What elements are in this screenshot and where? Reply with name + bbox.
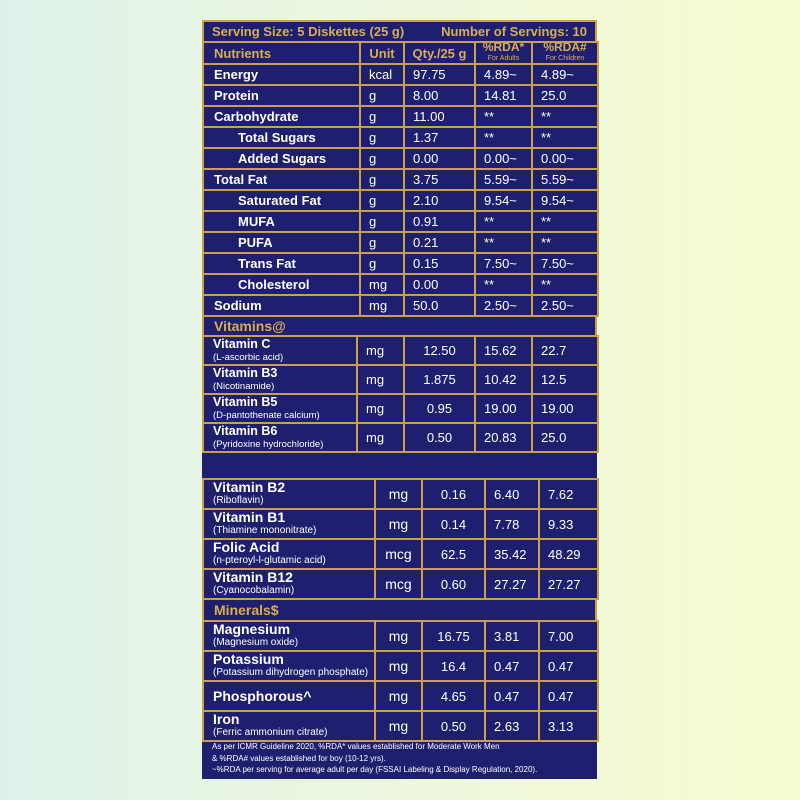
nutrient-rda-child <box>531 126 599 149</box>
nutrient-name-text: Added Sugars <box>238 151 327 166</box>
nutrient-qty-text: 0.15 <box>413 256 439 271</box>
vitamins_b-name-text: Vitamin B1 <box>213 509 286 525</box>
vitamins_b-rda-adult-text: 7.78 <box>494 516 520 532</box>
nutrient-name <box>202 126 361 149</box>
vitamins_b-name-text: Vitamin B12 <box>213 569 293 585</box>
minerals-unit-text: mg <box>388 718 409 734</box>
minerals-rda-child-text: 0.47 <box>548 658 574 674</box>
nutrition-table-top <box>202 20 597 460</box>
minerals-name-text: Iron <box>213 711 240 727</box>
nutrient-rda-adult <box>474 189 533 212</box>
header-rda-child <box>531 41 599 65</box>
nutrient-rda-adult-text: 5.59~ <box>484 172 517 187</box>
vitamins_b-unit-text: mg <box>388 486 409 502</box>
vitamins_b-source-text: (Thiamine mononitrate) <box>213 525 317 536</box>
nutrient-rda-adult-text: ** <box>484 109 495 124</box>
minerals-name-text: Phosphorous^ <box>213 687 312 704</box>
vitamins_b-qty <box>421 508 486 540</box>
nutrient-unit-text: g <box>369 109 377 124</box>
vitamin-unit <box>356 393 405 424</box>
nutrient-name-text: Energy <box>214 67 259 82</box>
nutrient-rda-child <box>531 105 599 128</box>
vitamins_b-rda-adult-text: 6.40 <box>494 486 520 502</box>
minerals-rda-child <box>538 620 599 652</box>
vitamins_b-qty-text: 0.60 <box>440 576 467 592</box>
nutrient-name <box>202 105 361 128</box>
nutrient-qty <box>403 210 476 233</box>
nutrient-name-text: Cholesterol <box>238 277 310 292</box>
nutrient-qty <box>403 189 476 212</box>
vitamin-qty-text: 12.50 <box>423 343 456 358</box>
nutrient-unit <box>359 63 405 86</box>
nutrient-name <box>202 273 361 296</box>
nutrient-name-text: Total Sugars <box>238 130 316 145</box>
minerals-qty <box>421 710 486 742</box>
nutrient-qty <box>403 84 476 107</box>
vitamins_b-unit <box>374 568 423 600</box>
footnote-line: As per ICMR Guideline 2020, %RDA* values established for Moderate Work Men <box>212 742 500 751</box>
nutrient-unit <box>359 168 405 191</box>
minerals-rda-adult-text: 2.63 <box>494 718 520 734</box>
nutrient-qty-text: 1.37 <box>413 130 439 145</box>
vitamin-unit <box>356 364 405 395</box>
nutrient-rda-adult-text: 7.50~ <box>484 256 517 271</box>
vitamin-rda-child-text: 25.0 <box>541 430 567 445</box>
minerals-qty-text: 0.50 <box>440 718 467 734</box>
minerals-unit-text: mg <box>388 688 409 704</box>
nutrient-qty <box>403 252 476 275</box>
nutrient-qty <box>403 273 476 296</box>
header-rda-adult-label: %RDA* <box>482 41 525 54</box>
minerals-source-text: (Magnesium oxide) <box>213 637 299 648</box>
nutrient-name-text: PUFA <box>238 235 273 250</box>
vitamin-qty-text: 0.95 <box>426 401 453 416</box>
vitamin-rda-adult <box>474 393 533 424</box>
nutrient-unit-text: g <box>369 151 377 166</box>
nutrient-rda-child-text: ** <box>541 277 552 292</box>
nutrient-name <box>202 231 361 254</box>
header-unit-label: Unit <box>369 45 395 61</box>
nutrient-rda-child-text: ** <box>541 235 552 250</box>
vitamin-rda-adult <box>474 422 533 453</box>
vitamins_b-qty <box>421 538 486 570</box>
nutrient-qty-text: 97.75 <box>413 67 446 82</box>
nutrient-name <box>202 168 361 191</box>
nutrient-name-text: Sodium <box>214 298 262 313</box>
nutrient-rda-adult-text: 14.81 <box>484 88 517 103</box>
vitamin-rda-adult-text: 15.62 <box>484 343 517 358</box>
vitamins_b-unit-text: mg <box>388 516 409 532</box>
nutrient-unit-text: g <box>369 130 377 145</box>
nutrient-name <box>202 210 361 233</box>
nutrient-unit <box>359 126 405 149</box>
vitamins_b-rda-child <box>538 478 599 510</box>
vitamin-rda-adult-text: 10.42 <box>484 372 517 387</box>
minerals-rda-adult <box>484 680 540 712</box>
vitamins_b-rda-child-text: 9.33 <box>548 516 574 532</box>
nutrient-rda-child <box>531 168 599 191</box>
nutrient-qty <box>403 147 476 170</box>
footnotes <box>212 741 592 776</box>
vitamin-qty-text: 0.50 <box>426 430 453 445</box>
nutrient-unit <box>359 294 405 317</box>
minerals-rda-adult-text: 0.47 <box>494 688 520 704</box>
nutrient-rda-child-text: 25.0 <box>541 88 567 103</box>
nutrient-unit-text: mg <box>369 277 388 292</box>
minerals-name <box>202 680 376 712</box>
minerals-name <box>202 650 376 682</box>
minerals-qty-text: 16.4 <box>440 658 467 674</box>
vitamins_b-unit-text: mcg <box>385 546 412 562</box>
vitamin-unit-text: mg <box>366 401 385 416</box>
minerals-unit <box>374 650 423 682</box>
nutrient-rda-adult-text: ** <box>484 277 495 292</box>
nutrient-unit-text: kcal <box>369 67 393 82</box>
nutrient-rda-adult <box>474 168 533 191</box>
nutrient-rda-adult <box>474 252 533 275</box>
nutrient-qty-text: 0.91 <box>413 214 439 229</box>
vitamin-rda-adult-text: 19.00 <box>484 401 517 416</box>
nutrient-name-text: Total Fat <box>214 172 268 187</box>
vitamins_b-source-text: (n-pteroyl-l-glutamic acid) <box>213 555 326 566</box>
nutrient-qty <box>403 231 476 254</box>
nutrient-rda-child-text: 7.50~ <box>541 256 574 271</box>
vitamin-unit-text: mg <box>366 430 385 445</box>
nutrient-rda-child <box>531 84 599 107</box>
vitamin-source-text: (Nicotinamide) <box>213 380 275 392</box>
header-rda-child-label: %RDA# <box>543 41 587 54</box>
nutrient-rda-adult-text: ** <box>484 130 495 145</box>
vitamins_b-name <box>202 568 376 600</box>
nutrient-unit-text: g <box>369 193 377 208</box>
nutrient-name <box>202 252 361 275</box>
footnote-line: & %RDA# values established for boy (10-12 yrs). <box>212 753 386 763</box>
vitamin-rda-adult-text: 20.83 <box>484 430 517 445</box>
vitamin-unit-text: mg <box>366 343 385 358</box>
nutrient-name <box>202 189 361 212</box>
nutrient-qty-text: 3.75 <box>413 172 439 187</box>
nutrient-qty-text: 8.00 <box>413 88 439 103</box>
nutrient-name <box>202 84 361 107</box>
nutrient-unit <box>359 231 405 254</box>
nutrient-unit <box>359 105 405 128</box>
nutrient-rda-adult <box>474 210 533 233</box>
vitamins_b-source-text: (Cyanocobalamin) <box>213 585 295 596</box>
header-rda-adult-sub: For Adults <box>487 55 520 62</box>
nutrient-rda-adult-text: ** <box>484 235 495 250</box>
minerals-rda-adult-text: 3.81 <box>494 628 520 644</box>
nutrient-rda-adult <box>474 231 533 254</box>
vitamin-unit-text: mg <box>366 372 385 387</box>
serving-size: Serving Size: 5 Diskettes (25 g) <box>212 24 405 39</box>
vitamins_b-qty <box>421 568 486 600</box>
minerals-title-text: Minerals$ <box>214 602 279 618</box>
nutrient-name-text: MUFA <box>238 214 275 229</box>
minerals-unit <box>374 620 423 652</box>
nutrient-rda-child-text: 0.00~ <box>541 151 574 166</box>
minerals-rda-child-text: 7.00 <box>548 628 574 644</box>
minerals-name <box>202 620 376 652</box>
vitamins_b-rda-adult <box>484 568 540 600</box>
vitamins_b-qty <box>421 478 486 510</box>
vitamins_b-rda-adult <box>484 478 540 510</box>
nutrient-rda-child-text: 2.50~ <box>541 298 574 313</box>
vitamin-name-text: Vitamin C <box>213 336 271 351</box>
minerals-rda-child <box>538 680 599 712</box>
nutrient-rda-adult <box>474 63 533 86</box>
vitamin-qty <box>403 393 476 424</box>
nutrient-name-text: Trans Fat <box>238 256 296 271</box>
minerals-unit <box>374 680 423 712</box>
vitamin-source-text: (D-pantothenate calcium) <box>213 409 320 421</box>
nutrient-rda-child <box>531 252 599 275</box>
minerals-name-text: Potassium <box>213 651 284 667</box>
nutrient-unit-text: g <box>369 214 377 229</box>
minerals-rda-child-text: 3.13 <box>548 718 574 734</box>
vitamins_b-rda-child <box>538 538 599 570</box>
vitamin-rda-child <box>531 422 599 453</box>
vitamin-name <box>202 364 358 395</box>
minerals-qty <box>421 650 486 682</box>
vitamins-title-text: Vitamins@ <box>214 318 286 334</box>
nutrient-rda-child-text: 5.59~ <box>541 172 574 187</box>
vitamins_b-name-text: Vitamin B2 <box>213 479 286 495</box>
minerals-qty <box>421 680 486 712</box>
vitamins_b-rda-child <box>538 508 599 540</box>
vitamin-unit <box>356 422 405 453</box>
minerals-name <box>202 710 376 742</box>
vitamin-name-text: Vitamin B5 <box>213 394 278 409</box>
nutrient-rda-adult-text: 0.00~ <box>484 151 517 166</box>
minerals-rda-adult <box>484 710 540 742</box>
header-unit <box>359 41 405 65</box>
vitamins_b-unit <box>374 478 423 510</box>
nutrient-qty-text: 50.0 <box>413 298 439 313</box>
vitamins_b-name <box>202 478 376 510</box>
vitamin-rda-adult <box>474 364 533 395</box>
nutrient-rda-child-text: 9.54~ <box>541 193 574 208</box>
nutrient-rda-adult <box>474 294 533 317</box>
vitamins_b-unit <box>374 538 423 570</box>
header-rda-adult <box>474 41 533 65</box>
nutrient-rda-adult <box>474 84 533 107</box>
nutrient-unit-text: mg <box>369 298 388 313</box>
nutrient-unit-text: g <box>369 172 377 187</box>
vitamin-rda-child <box>531 364 599 395</box>
minerals-rda-child <box>538 710 599 742</box>
vitamins_b-rda-adult-text: 35.42 <box>494 546 527 562</box>
nutrient-rda-adult-text: 2.50~ <box>484 298 517 313</box>
vitamin-rda-child-text: 19.00 <box>541 401 574 416</box>
nutrient-unit <box>359 273 405 296</box>
vitamin-rda-child-text: 22.7 <box>541 343 567 358</box>
minerals-rda-child-text: 0.47 <box>548 688 574 704</box>
vitamins_b-name <box>202 538 376 570</box>
vitamin-name <box>202 422 358 453</box>
nutrient-qty-text: 0.00 <box>413 151 439 166</box>
nutrient-rda-adult-text: ** <box>484 214 495 229</box>
nutrient-unit-text: g <box>369 88 377 103</box>
minerals-unit-text: mg <box>388 628 409 644</box>
vitamins_b-name-text: Folic Acid <box>213 539 280 555</box>
serving-row <box>202 20 597 43</box>
vitamin-qty <box>403 364 476 395</box>
vitamins_b-rda-adult <box>484 508 540 540</box>
vitamins_b-rda-adult <box>484 538 540 570</box>
vitamin-rda-child-text: 12.5 <box>541 372 567 387</box>
vitamins_b-rda-adult-text: 27.27 <box>494 576 527 592</box>
vitamins-title <box>202 315 597 337</box>
nutrient-unit <box>359 210 405 233</box>
nutrient-rda-child <box>531 294 599 317</box>
vitamins_b-rda-child-text: 27.27 <box>548 576 581 592</box>
nutrient-qty-text: 11.00 <box>413 109 445 124</box>
minerals-qty-text: 16.75 <box>437 628 470 644</box>
header-qty <box>403 41 476 65</box>
vitamins_b-rda-child-text: 48.29 <box>548 546 581 562</box>
nutrient-unit <box>359 189 405 212</box>
header-qty-label: Qty./25 g <box>412 45 467 61</box>
minerals-source-text: (Ferric ammonium citrate) <box>213 727 328 738</box>
nutrient-rda-child <box>531 231 599 254</box>
nutrient-unit <box>359 147 405 170</box>
nutrient-name-text: Saturated Fat <box>238 193 322 208</box>
vitamin-rda-child <box>531 335 599 366</box>
vitamins_b-rda-child-text: 7.62 <box>548 486 574 502</box>
nutrient-rda-adult <box>474 126 533 149</box>
nutrition-table-bottom <box>202 478 597 779</box>
nutrient-rda-adult <box>474 273 533 296</box>
footnote-line: ~%RDA per serving for average adult per day (FSSAI Labeling & Display Regulation, 2020). <box>212 765 538 774</box>
nutrient-rda-adult-text: 9.54~ <box>484 193 517 208</box>
vitamins_b-name <box>202 508 376 540</box>
nutrient-qty <box>403 63 476 86</box>
nutrient-unit <box>359 252 405 275</box>
nutrient-rda-child <box>531 210 599 233</box>
header-nutrients <box>202 41 361 65</box>
nutrient-rda-child-text: ** <box>541 130 552 145</box>
nutrient-unit-text: g <box>369 235 377 250</box>
header-rda-child-sub: For Children <box>545 55 585 62</box>
minerals-qty-text: 4.65 <box>440 688 467 704</box>
nutrient-rda-child-text: ** <box>541 109 552 124</box>
nutrient-name <box>202 147 361 170</box>
nutrient-qty <box>403 168 476 191</box>
vitamin-name <box>202 335 358 366</box>
vitamin-source-text: (Pyridoxine hydrochloride) <box>213 438 324 450</box>
vitamin-qty <box>403 335 476 366</box>
minerals-unit-text: mg <box>388 658 409 674</box>
nutrient-qty <box>403 294 476 317</box>
nutrient-rda-adult <box>474 147 533 170</box>
nutrient-rda-child <box>531 189 599 212</box>
minerals-title <box>202 598 597 622</box>
nutrient-unit <box>359 84 405 107</box>
header-nutrients-label: Nutrients <box>214 45 272 61</box>
minerals-rda-adult-text: 0.47 <box>494 658 520 674</box>
vitamin-name-text: Vitamin B3 <box>213 365 278 380</box>
minerals-rda-adult <box>484 620 540 652</box>
minerals-source-text: (Potassium dihydrogen phosphate) <box>213 667 369 678</box>
nutrient-name-text: Protein <box>214 88 259 103</box>
minerals-rda-adult <box>484 650 540 682</box>
vitamins_b-source-text: (Riboflavin) <box>213 495 264 506</box>
minerals-unit <box>374 710 423 742</box>
vitamin-name-text: Vitamin B6 <box>213 423 278 438</box>
vitamins_b-unit-text: mcg <box>385 576 412 592</box>
nutrient-rda-child <box>531 147 599 170</box>
nutrient-qty <box>403 105 476 128</box>
nutrient-rda-adult <box>474 105 533 128</box>
nutrient-rda-child-text: 4.89~ <box>541 67 574 82</box>
minerals-rda-child <box>538 650 599 682</box>
nutrient-rda-adult-text: 4.89~ <box>484 67 517 82</box>
nutrient-qty <box>403 126 476 149</box>
minerals-qty <box>421 620 486 652</box>
nutrient-unit-text: g <box>369 256 377 271</box>
vitamins_b-qty-text: 0.16 <box>440 486 467 502</box>
nutrient-rda-child-text: ** <box>541 214 552 229</box>
nutrient-rda-child <box>531 63 599 86</box>
vitamin-source-text: (L-ascorbic acid) <box>213 351 284 363</box>
nutrient-qty-text: 2.10 <box>413 193 439 208</box>
nutrition-facts-panel <box>202 20 597 779</box>
nutrient-name-text: Carbohydrate <box>214 109 299 124</box>
minerals-name-text: Magnesium <box>213 621 291 637</box>
vitamin-qty <box>403 422 476 453</box>
vitamin-unit <box>356 335 405 366</box>
nutrient-rda-child <box>531 273 599 296</box>
vitamin-qty-text: 1.875 <box>423 372 456 387</box>
vitamin-rda-child <box>531 393 599 424</box>
nutrient-qty-text: 0.00 <box>413 277 439 292</box>
nutrient-qty-text: 0.21 <box>413 235 439 250</box>
vitamins_b-qty-text: 0.14 <box>440 516 467 532</box>
nutrient-name <box>202 294 361 317</box>
vitamins_b-qty-text: 62.5 <box>440 546 467 562</box>
vitamins_b-rda-child <box>538 568 599 600</box>
vitamin-rda-adult <box>474 335 533 366</box>
vitamin-name <box>202 393 358 424</box>
vitamins_b-unit <box>374 508 423 540</box>
nutrient-name <box>202 63 361 86</box>
servings-count: Number of Servings: 10 <box>441 24 587 39</box>
